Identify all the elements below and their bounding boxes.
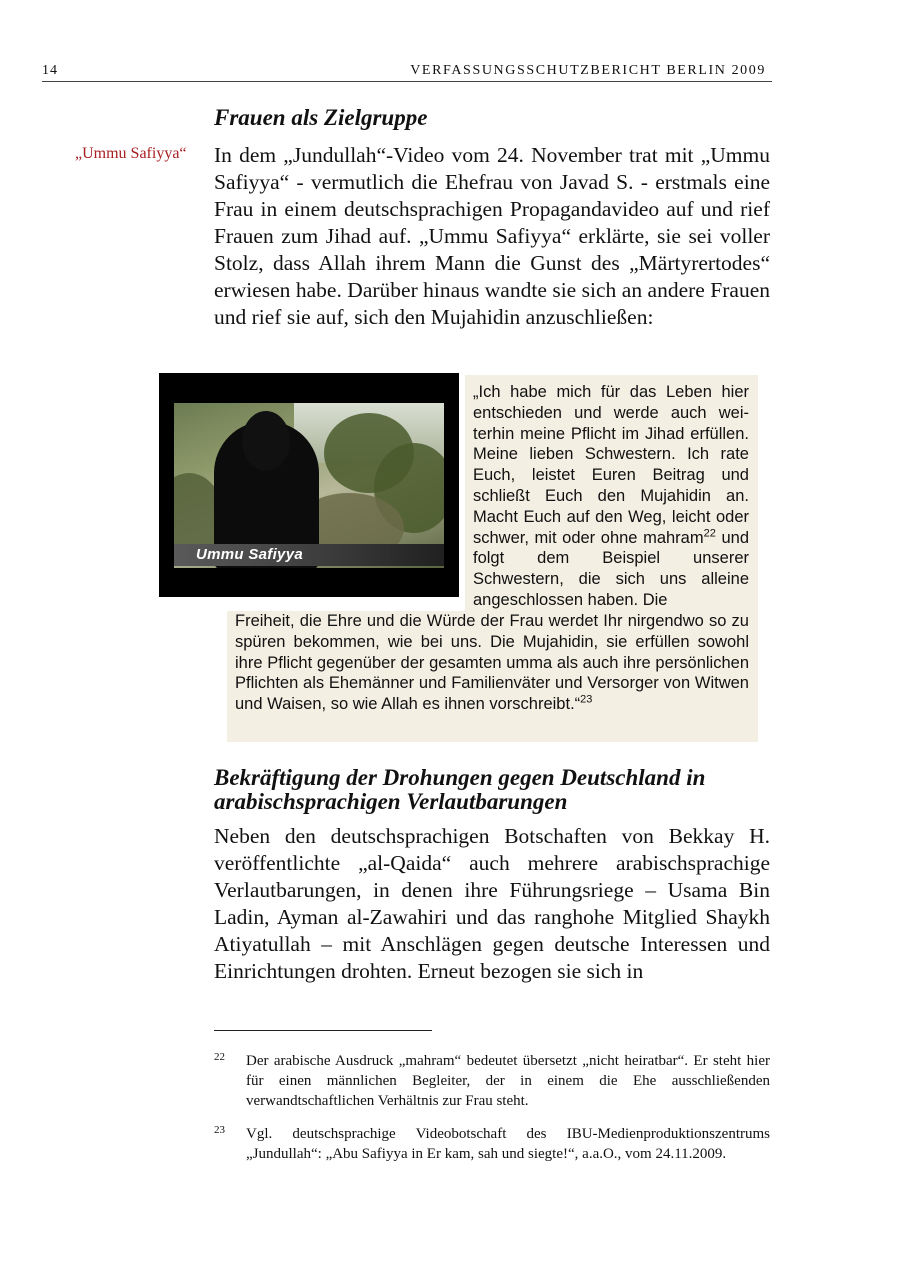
video-caption: Ummu Safiyya [196, 546, 303, 563]
footnote-ref-23: 23 [580, 693, 593, 706]
body-paragraph-1: In dem „Jundullah“-Video vom 24. November trat mit „Ummu Safiyya“ - vermutlich die Ehefrau von Javad S. - erstmals eine Frau in einem deutschsprachigen Propagandavideo auf und rief Frauen zum Jihad auf. „Ummu Safiyya“ erklärte, sie sei voller Stolz, dass Allah ihrem Mann die Gunst des „Märtyrertodes“ erwiesen habe. Darüber hinaus wandte sie sich an andere Frauen und rief sie auf, sich den Mujahidin anzuschließen: [214, 143, 770, 329]
video-still [159, 373, 459, 597]
body-paragraph-2: Neben den deutschsprachigen Botschaften von Bekkay H. veröffentlichte „al-Qaida“ auch mehrere arabischsprachige Verlautbarungen, in denen ihre Führungsriege – Usama Bin Ladin, Ayman al-Zawahiri und das ranghohe Mitglied Shaykh Atiyatullah – mit Anschlägen gegen deutsche Interessen und Einrichtungen drohten. Erneut bezogen sie sich in [214, 824, 770, 983]
quote-text-after-note: und folgt dem Beispiel unserer Schwestern, die sich uns alleine angeschlossen haben. Die [473, 528, 749, 609]
section-heading-bekraeftigung [214, 766, 705, 814]
section-heading-line1: Bekräftigung der Drohungen gegen Deutschland in [214, 765, 706, 790]
quote-box-bottom [227, 611, 758, 742]
page-number: 14 [42, 63, 58, 78]
section-heading-line2: arabischsprachigen Verlautbarungen [214, 789, 568, 814]
footnote-number: 22 [214, 1051, 225, 1063]
footnote-separator [214, 1030, 432, 1031]
footnote-text: Der arabische Ausdruck „mahram“ bedeutet übersetzt „nicht heiratbar“. Er steht hier für einen männlichen Begleiter, der in einem die Ehe ausschließenden verwandtschaftlichen Verhältnis zur Frau steht. [246, 1053, 770, 1109]
running-title: VERFASSUNGSSCHUTZBERICHT BERLIN 2009 [410, 63, 766, 78]
footnote-text: Vgl. deutschsprachige Videobotschaft des IBU-Medienproduktionszentrums „Jundullah“: „Abu Safiyya in Er kam, sah und siegte!“, a.a.O., vom 24.11.2009. [246, 1126, 770, 1162]
quote-text-part2 [235, 611, 749, 715]
quote-text-continued: Freiheit, die Ehre und die Würde der Frau werdet Ihr nirgendwo so zu spüren bekommen, wie bei uns. Die Mujahidin, sie erfüllen sowohl ihre Pflicht gegenüber der gesamten umma als auch ihre persönlichen Pflichten als Ehemänner und Familienväter und Versorger von Witwen und Waisen, so wie Allah es ihnen vorschreibt.“ [235, 612, 749, 714]
margin-note: „Ummu Safiyya“ [75, 145, 187, 162]
quote-box-top [465, 375, 758, 611]
footnote-ref-22: 22 [703, 527, 716, 540]
page-header [42, 63, 772, 82]
section-heading-frauen: Frauen als Zielgruppe [214, 105, 428, 130]
quote-text-part1 [473, 382, 749, 611]
quote-text-before-note: „Ich habe mich für das Leben hier entschieden und werde auch weiterhin meine Pflicht im Jihad erfüllen. Meine lieben Schwestern. Ich rate Euch, leistet Euren Beitrag und schließt Euch den Mujahidin an. Macht Euch auf den Weg, leicht oder schwer, mit oder ohne mahram [473, 383, 749, 547]
footnote-number: 23 [214, 1124, 225, 1136]
video-caption-bar [174, 544, 444, 566]
